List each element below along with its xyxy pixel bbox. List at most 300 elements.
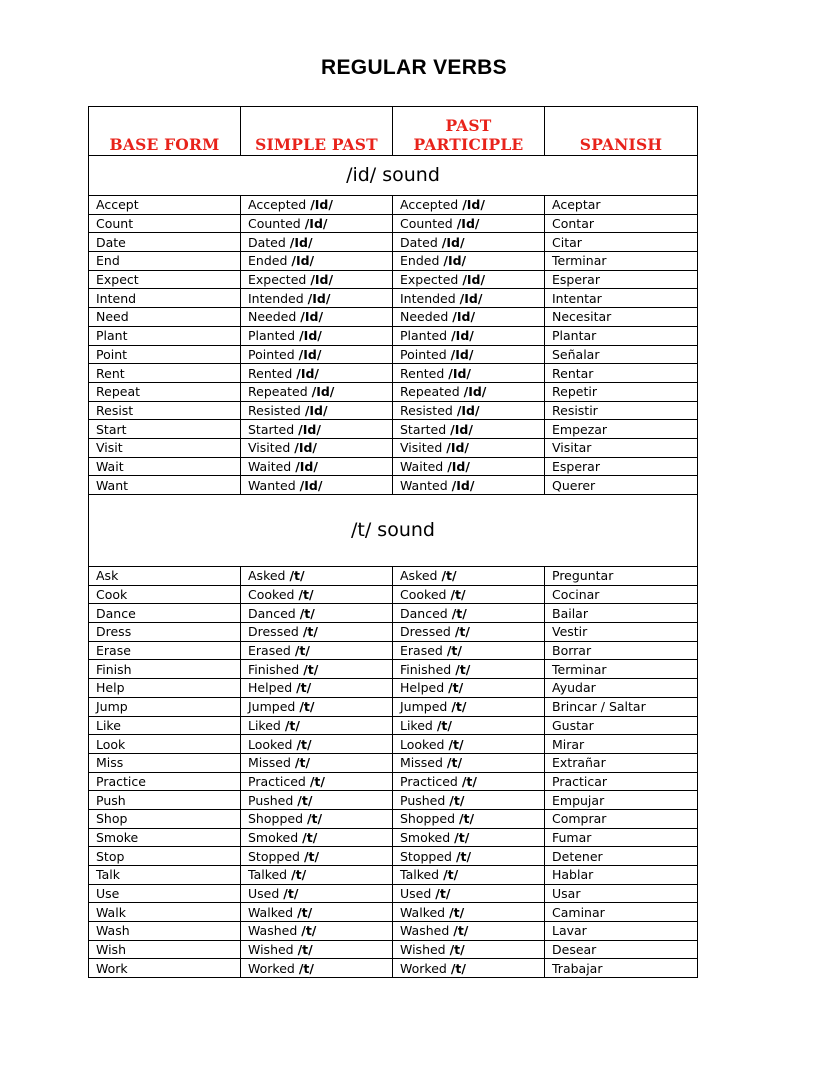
base-form-cell	[89, 940, 241, 959]
past-participle-cell-text: Washed	[400, 923, 450, 939]
base-form-cell-text: Expect	[96, 272, 139, 288]
past-participle-cell	[393, 476, 545, 495]
past-participle-cell	[393, 457, 545, 476]
spanish-cell-text: Empujar	[552, 792, 605, 808]
phoneme-label: /Id/	[291, 253, 315, 269]
past-participle-cell-text: Planted	[400, 328, 448, 344]
spanish-cell-text: Querer	[552, 477, 596, 493]
simple-past-cell-text: Wished	[248, 942, 294, 958]
base-form-cell-text: Cook	[96, 587, 128, 603]
simple-past-cell-text: Intended	[248, 290, 304, 306]
base-form-cell-text: Visit	[96, 440, 123, 456]
base-form-cell-text: Talk	[96, 867, 120, 883]
base-form-cell-text: Like	[96, 717, 121, 733]
spanish-cell	[545, 922, 698, 941]
phoneme-label: /Id/	[446, 440, 469, 456]
simple-past-cell-text: Counted	[248, 216, 301, 232]
phoneme-label: /t/	[291, 867, 307, 883]
table-row	[89, 364, 698, 383]
base-form-cell	[89, 567, 241, 586]
past-participle-cell	[393, 289, 545, 308]
table-row	[89, 252, 698, 271]
spanish-cell	[545, 716, 698, 735]
past-participle-cell	[393, 326, 545, 345]
past-participle-cell	[393, 940, 545, 959]
spanish-cell	[545, 476, 698, 495]
phoneme-label: /t/	[298, 960, 314, 976]
simple-past-cell	[241, 289, 393, 308]
table-row	[89, 791, 698, 810]
page-title: REGULAR VERBS	[321, 56, 507, 79]
simple-past-cell-text: Shopped	[248, 811, 303, 827]
table-row	[89, 196, 698, 215]
simple-past-cell	[241, 604, 393, 623]
phoneme-label: /Id/	[298, 421, 321, 437]
table-row	[89, 214, 698, 233]
base-form-cell	[89, 457, 241, 476]
past-participle-cell-text: Needed	[400, 309, 449, 325]
base-form-cell-text: Accept	[96, 197, 139, 213]
simple-past-cell-text: Liked	[248, 717, 281, 733]
past-participle-cell-text: Shopped	[400, 811, 455, 827]
verbs-table	[88, 106, 698, 978]
simple-past-cell	[241, 457, 393, 476]
phoneme-label: /t/	[448, 680, 464, 696]
simple-past-cell	[241, 308, 393, 327]
table-row	[89, 420, 698, 439]
simple-past-cell-text: Cooked	[248, 587, 295, 603]
base-form-cell-text: Repeat	[96, 384, 141, 400]
spanish-cell	[545, 382, 698, 401]
past-participle-cell-text: Dressed	[400, 624, 451, 640]
past-participle-cell	[393, 233, 545, 252]
spanish-cell	[545, 214, 698, 233]
simple-past-cell	[241, 884, 393, 903]
base-form-cell-text: Push	[96, 792, 126, 808]
past-participle-cell	[393, 420, 545, 439]
phoneme-label: /Id/	[289, 234, 313, 250]
spanish-cell	[545, 679, 698, 698]
spanish-cell	[545, 604, 698, 623]
past-participle-cell	[393, 959, 545, 978]
spanish-cell-text: Esperar	[552, 458, 600, 474]
phoneme-label: /t/	[309, 773, 325, 789]
simple-past-cell-text: Smoked	[248, 829, 299, 845]
spanish-cell	[545, 903, 698, 922]
table-row	[89, 922, 698, 941]
simple-past-cell-text: Erased	[248, 643, 291, 659]
phoneme-label: /t/	[298, 587, 314, 603]
phoneme-label: /Id/	[462, 272, 486, 288]
phoneme-label: /t/	[299, 605, 315, 621]
phoneme-label: /Id/	[299, 477, 323, 493]
phoneme-label: /t/	[451, 605, 467, 621]
phoneme-label: /Id/	[307, 290, 331, 306]
simple-past-cell-text: Accepted	[248, 197, 307, 213]
base-form-cell	[89, 345, 241, 364]
past-participle-cell-text: Started	[400, 421, 447, 437]
phoneme-label: /Id/	[304, 402, 328, 418]
past-participle-cell-text: Rented	[400, 365, 445, 381]
spanish-cell-text: Aceptar	[552, 197, 601, 213]
phoneme-label: /Id/	[452, 309, 476, 325]
spanish-cell-text: Resistir	[552, 402, 598, 418]
table-row	[89, 866, 698, 885]
spanish-cell	[545, 735, 698, 754]
table-row	[89, 959, 698, 978]
past-participle-cell-text: Talked	[400, 867, 440, 883]
base-form-cell-text: Shop	[96, 811, 128, 827]
simple-past-cell	[241, 476, 393, 495]
simple-past-cell	[241, 716, 393, 735]
base-form-cell	[89, 623, 241, 642]
base-form-cell-text: Resist	[96, 402, 134, 418]
spanish-cell	[545, 364, 698, 383]
simple-past-cell	[241, 828, 393, 847]
header-simple-past: SIMPLE PAST	[241, 107, 393, 156]
past-participle-cell-text: Jumped	[400, 699, 448, 715]
spanish-cell-text: Extrañar	[552, 755, 606, 771]
past-participle-cell-text: Resisted	[400, 402, 453, 418]
simple-past-cell-text: Expected	[248, 272, 307, 288]
simple-past-cell	[241, 623, 393, 642]
base-form-cell	[89, 716, 241, 735]
phoneme-label: /t/	[283, 886, 299, 902]
past-participle-cell-text: Smoked	[400, 829, 451, 845]
simple-past-cell-text: Visited	[248, 440, 291, 456]
table-row	[89, 697, 698, 716]
phoneme-label: /t/	[441, 568, 457, 584]
past-participle-cell	[393, 772, 545, 791]
simple-past-cell	[241, 866, 393, 885]
spanish-cell	[545, 847, 698, 866]
base-form-cell	[89, 959, 241, 978]
past-participle-cell	[393, 252, 545, 271]
section-label: /t/ sound	[89, 495, 698, 567]
phoneme-label: /t/	[436, 717, 452, 733]
base-form-cell-text: Start	[96, 421, 127, 437]
past-participle-cell-text: Counted	[400, 216, 453, 232]
past-participle-cell	[393, 884, 545, 903]
phoneme-label: /t/	[289, 568, 305, 584]
simple-past-cell	[241, 438, 393, 457]
phoneme-label: /Id/	[443, 253, 467, 269]
past-participle-cell-text: Used	[400, 886, 432, 902]
spanish-cell	[545, 641, 698, 660]
past-participle-cell	[393, 196, 545, 215]
base-form-cell-text: Miss	[96, 755, 124, 771]
phoneme-label: /Id/	[294, 440, 317, 456]
header-base-form: BASE FORM	[89, 107, 241, 156]
base-form-cell	[89, 214, 241, 233]
simple-past-cell-text: Missed	[248, 755, 291, 771]
base-form-cell	[89, 922, 241, 941]
phoneme-label: /Id/	[451, 328, 474, 344]
phoneme-label: /Id/	[298, 346, 322, 362]
past-participle-cell-text: Walked	[400, 904, 446, 920]
base-form-cell-text: Use	[96, 886, 120, 902]
base-form-cell-text: Jump	[96, 699, 128, 715]
base-form-cell-text: Wish	[96, 942, 126, 958]
simple-past-cell-text: Walked	[248, 904, 294, 920]
base-form-cell	[89, 753, 241, 772]
table-row	[89, 438, 698, 457]
phoneme-label: /t/	[297, 792, 313, 808]
phoneme-label: /Id/	[451, 477, 475, 493]
table-row	[89, 641, 698, 660]
past-participle-cell	[393, 866, 545, 885]
spanish-cell	[545, 866, 698, 885]
spanish-cell-text: Repetir	[552, 384, 597, 400]
base-form-cell-text: Rent	[96, 365, 125, 381]
phoneme-label: /t/	[294, 755, 311, 771]
base-form-cell-text: Wait	[96, 458, 124, 474]
base-form-cell-text: Intend	[96, 290, 137, 306]
base-form-cell	[89, 791, 241, 810]
header-past-participle-line2: PARTICIPLE	[413, 135, 524, 154]
base-form-cell	[89, 735, 241, 754]
spanish-cell	[545, 940, 698, 959]
base-form-cell-text: Plant	[96, 328, 128, 344]
base-form-cell-text: Stop	[96, 848, 125, 864]
past-participle-cell	[393, 270, 545, 289]
base-form-cell-text: Finish	[96, 661, 132, 677]
simple-past-cell	[241, 420, 393, 439]
base-form-cell	[89, 270, 241, 289]
base-form-cell-text: Practice	[96, 773, 146, 789]
past-participle-cell-text: Helped	[400, 680, 445, 696]
base-form-cell	[89, 903, 241, 922]
table-row	[89, 233, 698, 252]
past-participle-cell-text: Looked	[400, 736, 445, 752]
table-row	[89, 623, 698, 642]
table-row	[89, 585, 698, 604]
header-past-participle	[393, 107, 545, 156]
spanish-cell-text: Señalar	[552, 346, 600, 362]
table-row	[89, 735, 698, 754]
base-form-cell-text: Need	[96, 309, 129, 325]
spanish-cell	[545, 289, 698, 308]
phoneme-label: /t/	[297, 904, 313, 920]
past-participle-cell-text: Asked	[400, 568, 438, 584]
past-participle-cell	[393, 641, 545, 660]
simple-past-cell	[241, 922, 393, 941]
spanish-cell	[545, 791, 698, 810]
past-participle-cell-text: Worked	[400, 960, 447, 976]
phoneme-label: /t/	[435, 886, 451, 902]
spanish-cell-text: Lavar	[552, 923, 587, 939]
spanish-cell	[545, 420, 698, 439]
simple-past-cell	[241, 641, 393, 660]
phoneme-label: /t/	[302, 624, 318, 640]
spanish-cell	[545, 326, 698, 345]
phoneme-label: /t/	[303, 661, 319, 677]
simple-past-cell	[241, 940, 393, 959]
spanish-cell	[545, 623, 698, 642]
simple-past-cell-text: Jumped	[248, 699, 296, 715]
spanish-cell-text: Vestir	[552, 624, 588, 640]
table-row	[89, 382, 698, 401]
base-form-cell-text: Help	[96, 680, 125, 696]
base-form-cell-text: Ask	[96, 568, 119, 584]
spanish-cell-text: Gustar	[552, 717, 594, 733]
phoneme-label: /t/	[449, 792, 465, 808]
simple-past-cell	[241, 345, 393, 364]
spanish-cell-text: Borrar	[552, 643, 592, 659]
simple-past-cell-text: Planted	[248, 328, 296, 344]
table-row	[89, 828, 698, 847]
phoneme-label: /Id/	[296, 365, 319, 381]
past-participle-cell-text: Wanted	[400, 477, 448, 493]
simple-past-cell	[241, 585, 393, 604]
simple-past-cell	[241, 326, 393, 345]
simple-past-cell-text: Helped	[248, 680, 293, 696]
spanish-cell-text: Trabajar	[552, 960, 603, 976]
simple-past-cell-text: Dated	[248, 234, 286, 250]
spanish-cell-text: Contar	[552, 216, 594, 232]
past-participle-cell-text: Intended	[400, 290, 456, 306]
past-participle-cell	[393, 809, 545, 828]
table-row	[89, 809, 698, 828]
table-row	[89, 308, 698, 327]
simple-past-cell	[241, 772, 393, 791]
past-participle-cell	[393, 438, 545, 457]
past-participle-cell	[393, 697, 545, 716]
past-participle-cell-text: Accepted	[400, 197, 459, 213]
phoneme-label: /t/	[450, 960, 466, 976]
simple-past-cell	[241, 959, 393, 978]
spanish-cell	[545, 567, 698, 586]
past-participle-cell-text: Repeated	[400, 384, 460, 400]
past-participle-cell-text: Pushed	[400, 792, 446, 808]
header-spanish: SPANISH	[545, 107, 698, 156]
spanish-cell-text: Ayudar	[552, 680, 596, 696]
phoneme-label: /Id/	[295, 458, 318, 474]
spanish-cell-text: Esperar	[552, 272, 600, 288]
base-form-cell	[89, 252, 241, 271]
base-form-cell	[89, 364, 241, 383]
past-participle-cell-text: Ended	[400, 253, 440, 269]
past-participle-cell-text: Erased	[400, 643, 443, 659]
spanish-cell	[545, 753, 698, 772]
past-participle-cell	[393, 735, 545, 754]
past-participle-cell	[393, 679, 545, 698]
spanish-cell	[545, 233, 698, 252]
base-form-cell-text: Date	[96, 234, 126, 250]
simple-past-cell-text: Needed	[248, 309, 297, 325]
simple-past-cell-text: Repeated	[248, 384, 308, 400]
base-form-cell	[89, 809, 241, 828]
simple-past-cell	[241, 233, 393, 252]
phoneme-label: /t/	[451, 699, 467, 715]
simple-past-cell	[241, 791, 393, 810]
spanish-cell	[545, 270, 698, 289]
past-participle-cell-text: Danced	[400, 605, 448, 621]
base-form-cell	[89, 847, 241, 866]
section-row	[89, 495, 698, 567]
phoneme-label: /Id/	[304, 216, 328, 232]
table-row	[89, 772, 698, 791]
base-form-cell-text: Work	[96, 960, 128, 976]
phoneme-label: /Id/	[456, 402, 480, 418]
past-participle-cell	[393, 345, 545, 364]
spanish-cell-text: Practicar	[552, 773, 608, 789]
base-form-cell	[89, 420, 241, 439]
base-form-cell	[89, 697, 241, 716]
simple-past-cell-text: Wanted	[248, 477, 296, 493]
spanish-cell	[545, 308, 698, 327]
past-participle-cell-text: Stopped	[400, 848, 452, 864]
simple-past-cell-text: Washed	[248, 923, 298, 939]
table-row	[89, 903, 698, 922]
table-row	[89, 401, 698, 420]
phoneme-label: /Id/	[310, 197, 333, 213]
table-row	[89, 476, 698, 495]
past-participle-cell	[393, 847, 545, 866]
simple-past-cell	[241, 753, 393, 772]
phoneme-label: /t/	[294, 643, 310, 659]
spanish-cell	[545, 828, 698, 847]
base-form-cell	[89, 233, 241, 252]
simple-past-cell-text: Waited	[248, 458, 292, 474]
simple-past-cell-text: Ended	[248, 253, 288, 269]
base-form-cell	[89, 866, 241, 885]
spanish-cell-text: Terminar	[552, 253, 607, 269]
spanish-cell	[545, 884, 698, 903]
spanish-cell	[545, 772, 698, 791]
spanish-cell-text: Necesitar	[552, 309, 612, 325]
past-participle-cell	[393, 922, 545, 941]
simple-past-cell-text: Dressed	[248, 624, 299, 640]
simple-past-cell-text: Pointed	[248, 346, 295, 362]
base-form-cell	[89, 289, 241, 308]
past-participle-cell-text: Pointed	[400, 346, 447, 362]
phoneme-label: /t/	[296, 736, 312, 752]
spanish-cell-text: Fumar	[552, 829, 592, 845]
spanish-cell-text: Citar	[552, 234, 582, 250]
simple-past-cell	[241, 809, 393, 828]
table-row	[89, 884, 698, 903]
base-form-cell	[89, 196, 241, 215]
simple-past-cell	[241, 270, 393, 289]
spanish-cell-text: Detener	[552, 848, 603, 864]
spanish-cell	[545, 401, 698, 420]
simple-past-cell	[241, 735, 393, 754]
section-row	[89, 156, 698, 196]
base-form-cell-text: Dress	[96, 624, 132, 640]
spanish-cell-text: Usar	[552, 886, 581, 902]
past-participle-cell-text: Visited	[400, 440, 443, 456]
base-form-cell	[89, 884, 241, 903]
past-participle-cell	[393, 382, 545, 401]
phoneme-label: /t/	[448, 736, 464, 752]
phoneme-label: /t/	[303, 848, 320, 864]
base-form-cell-text: Look	[96, 736, 126, 752]
phoneme-label: /t/	[296, 680, 312, 696]
base-form-cell	[89, 326, 241, 345]
simple-past-cell	[241, 679, 393, 698]
spanish-cell-text: Hablar	[552, 867, 594, 883]
base-form-cell	[89, 382, 241, 401]
past-participle-cell	[393, 308, 545, 327]
phoneme-label: /Id/	[450, 421, 473, 437]
spanish-cell-text: Terminar	[552, 661, 607, 677]
table-row	[89, 289, 698, 308]
past-participle-cell-text: Finished	[400, 661, 452, 677]
past-participle-cell-text: Missed	[400, 755, 443, 771]
past-participle-cell-text: Practiced	[400, 773, 458, 789]
past-participle-cell	[393, 828, 545, 847]
